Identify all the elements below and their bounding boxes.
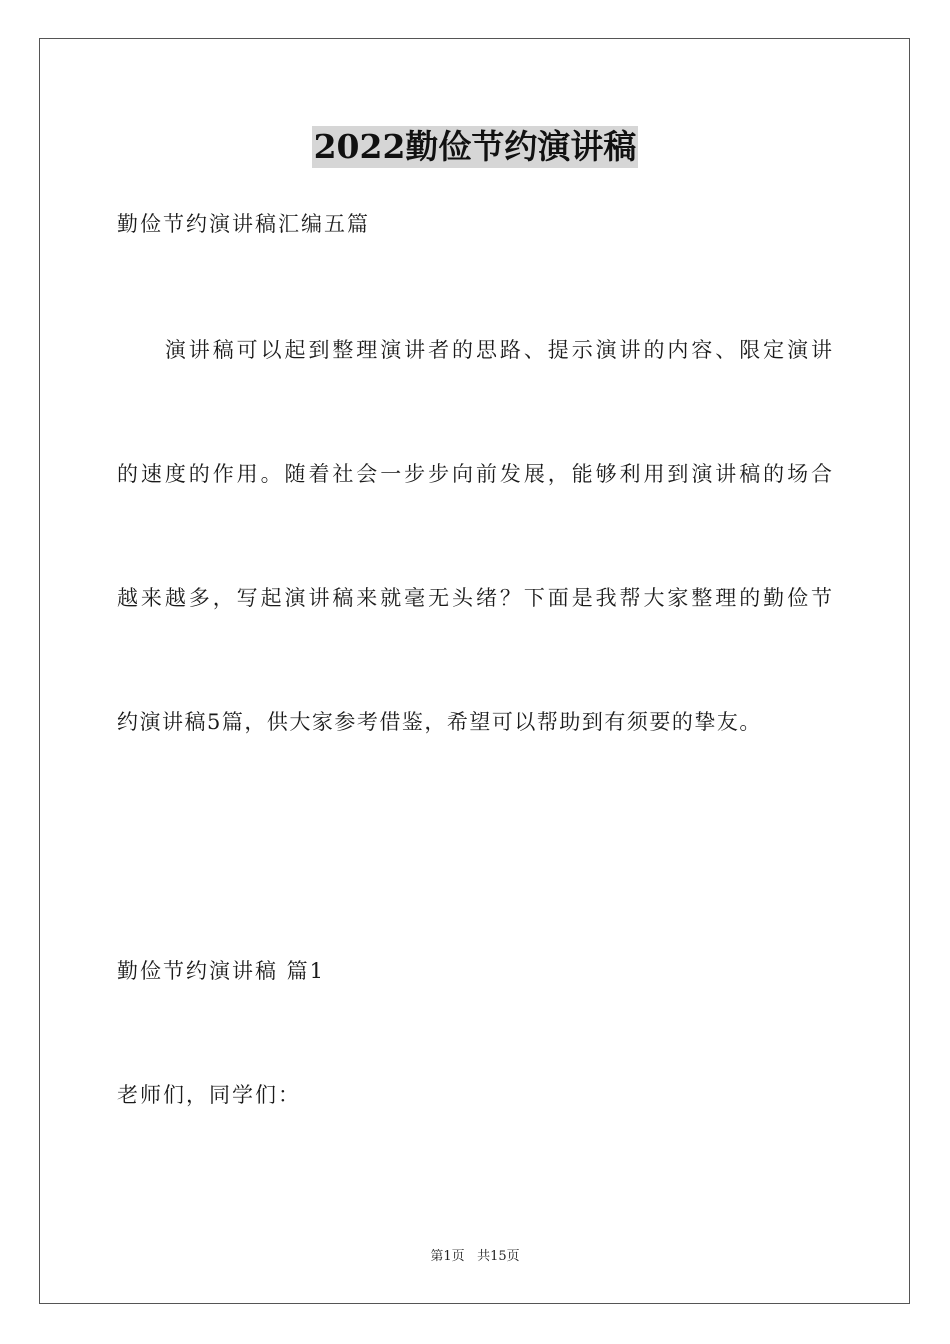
page-number: 第1页 [430, 1249, 465, 1264]
section-heading: 勤俭节约演讲稿 篇1 [117, 959, 326, 983]
document-subtitle: 勤俭节约演讲稿汇编五篇 [117, 212, 370, 236]
intro-paragraph-line-3: 越来越多，写起演讲稿来就毫无头绪？下面是我帮大家整理的勤俭节 [117, 586, 833, 610]
page-footer [0, 1248, 950, 1266]
page-total: 共15页 [477, 1249, 520, 1264]
title-container [0, 126, 950, 168]
intro-paragraph-line-4: 约演讲稿5篇，供大家参考借鉴，希望可以帮助到有须要的挚友。 [117, 710, 762, 734]
greeting-line: 老师们，同学们： [117, 1083, 301, 1107]
document-title: 2022勤俭节约演讲稿 [313, 127, 637, 166]
intro-paragraph-line-1: 演讲稿可以起到整理演讲者的思路、提示演讲的内容、限定演讲 [117, 338, 833, 362]
intro-paragraph-line-2: 的速度的作用。随着社会一步步向前发展，能够利用到演讲稿的场合 [117, 462, 833, 486]
